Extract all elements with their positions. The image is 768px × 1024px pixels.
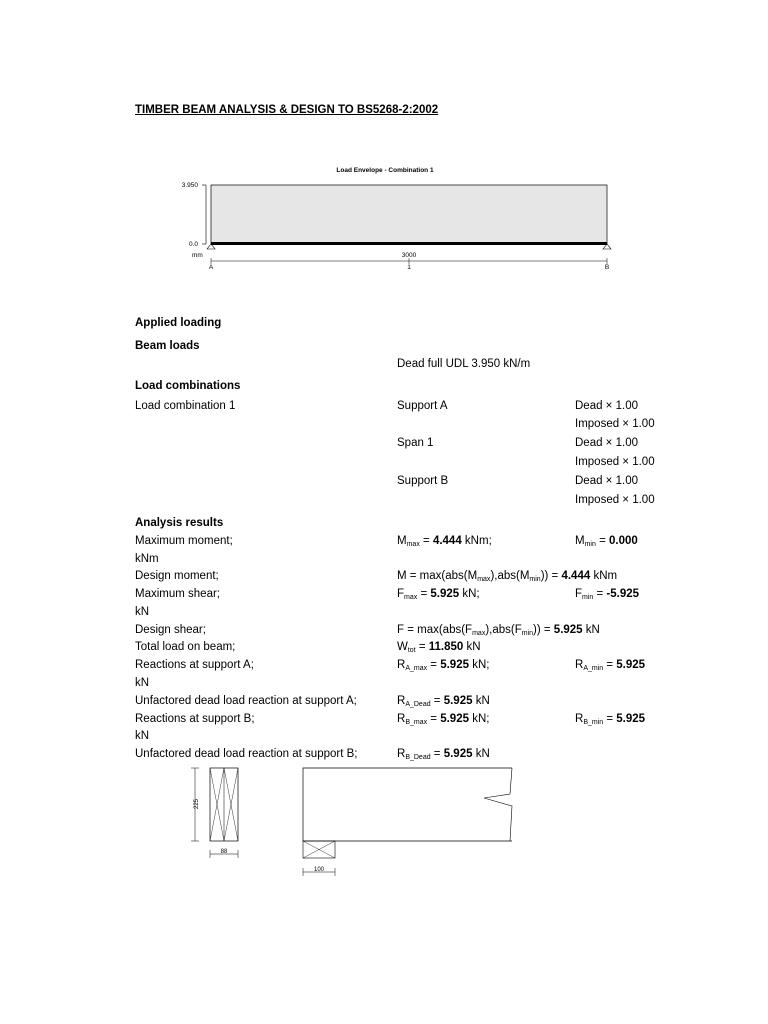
ra-dead-value: 5.925 — [443, 695, 473, 707]
span-length: 3000 — [401, 252, 417, 259]
ra-dead-expression: $R_{A\_Dead} = 5.925$ kN — [397, 695, 490, 708]
design-moment-value: 4.444 — [561, 570, 591, 582]
ra-min-value: 5.925 — [616, 659, 646, 671]
unit-wrap: kN — [135, 677, 150, 689]
fmax-expression: $F_{max} = 5.925$ kN; — [397, 588, 480, 601]
combo-location: Support A — [397, 400, 448, 412]
cross-section — [191, 768, 238, 858]
mmax-value: 4.444 — [432, 535, 462, 547]
section-sketch — [0, 760, 768, 890]
rb-min-expression: $R_{B\_min} = 5.925$ — [575, 713, 646, 726]
wtot-expression: $W_{tot} = 11.850$ kN — [397, 641, 481, 654]
combo-factor: Dead × 1.00 — [575, 475, 638, 487]
mmin-value: 0.000 — [608, 535, 638, 547]
rb-dead-value: 5.925 — [443, 748, 473, 760]
combo-location: Span 1 — [397, 437, 434, 449]
ra-max-expression: $R_{A\_max} = 5.925$ kN; — [397, 659, 490, 672]
combo-factor: Imposed × 1.00 — [575, 494, 655, 506]
combo-location: Support B — [397, 475, 449, 487]
fmin-expression: $F_{min} = -5.925$ — [575, 588, 640, 601]
rb-max-value: 5.925 — [440, 713, 469, 725]
ra-min-expression: $R_{A\_min} = 5.925$ — [575, 659, 646, 672]
load-combinations-heading: Load combinations — [135, 380, 241, 392]
combo-factor: Dead × 1.00 — [575, 400, 638, 412]
y-label-top: 3.950 — [181, 182, 198, 189]
applied-loading-heading: Applied loading — [135, 317, 222, 329]
design-moment-label: Design moment; — [135, 570, 219, 582]
bearing-elevation — [303, 768, 512, 876]
dead-udl-text: Dead full UDL 3.950 kN/m — [397, 358, 531, 370]
combo-factor: Dead × 1.00 — [575, 437, 638, 449]
combo-factor: Imposed × 1.00 — [575, 456, 655, 468]
rb-max-expression: $R_{B\_max} = 5.925$ kN; — [397, 713, 490, 726]
combo-label: Load combination 1 — [135, 400, 236, 412]
fmin-value: -5.925 — [606, 588, 640, 600]
unit-wrap: kNm — [135, 553, 159, 565]
span-label: 1 — [407, 264, 411, 271]
y-label-bottom: 0.0 — [188, 241, 198, 248]
beam-line — [211, 242, 607, 245]
load-envelope-diagram — [0, 0, 768, 300]
section-depth-label: 225 — [194, 798, 200, 810]
design-shear-expression: $F = \max(abs(F_{max}),abs(F_{min})) = 5.925$ kN — [397, 624, 600, 637]
support-b-label: B — [604, 264, 610, 271]
total-load-label: Total load on beam; — [135, 641, 236, 653]
design-moment-expression: $M = \max(abs(M_{max}),abs(M_{min})) = 4.444$ kNm — [397, 570, 618, 583]
support-a-label: A — [208, 264, 214, 271]
document-title: TIMBER BEAM ANALYSIS & DESIGN TO BS5268-2:2002 — [135, 104, 439, 116]
ra-max-value: 5.925 — [440, 659, 469, 671]
rb-dead-expression: $R_{B\_Dead} = 5.925$ kN — [397, 748, 490, 761]
beam-loads-heading: Beam loads — [135, 340, 200, 352]
rb-min-value: 5.925 — [616, 713, 646, 725]
design-shear-label: Design shear; — [135, 624, 206, 636]
diagram-caption: Load Envelope - Combination 1 — [336, 167, 434, 174]
combo-factor: Imposed × 1.00 — [575, 418, 655, 430]
fmax-value: 5.925 — [430, 588, 460, 600]
wtot-value: 11.850 — [428, 641, 464, 653]
unfactored-a-label: Unfactored dead load reaction at support A; — [135, 695, 357, 707]
mmin-expression: $M_{min} = 0.000$ — [575, 535, 638, 548]
design-shear-value: 5.925 — [553, 624, 583, 636]
max-moment-label: Maximum moment; — [135, 535, 233, 547]
unit-label: mm — [192, 252, 203, 259]
unfactored-b-label: Unfactored dead load reaction at support B; — [135, 748, 358, 760]
max-shear-label: Maximum shear; — [135, 588, 220, 600]
unit-wrap: kN — [135, 730, 150, 742]
udl-load-block — [211, 185, 607, 244]
mmax-expression: $M_{max} = 4.444$ kNm; — [397, 535, 492, 548]
analysis-results-heading: Analysis results — [135, 517, 224, 529]
reactions-b-label: Reactions at support B; — [135, 713, 255, 725]
section-width-label: 88 — [220, 849, 228, 855]
reactions-a-label: Reactions at support A; — [135, 659, 254, 671]
unit-wrap: kN — [135, 606, 150, 618]
bearing-length-label: 100 — [313, 867, 325, 873]
